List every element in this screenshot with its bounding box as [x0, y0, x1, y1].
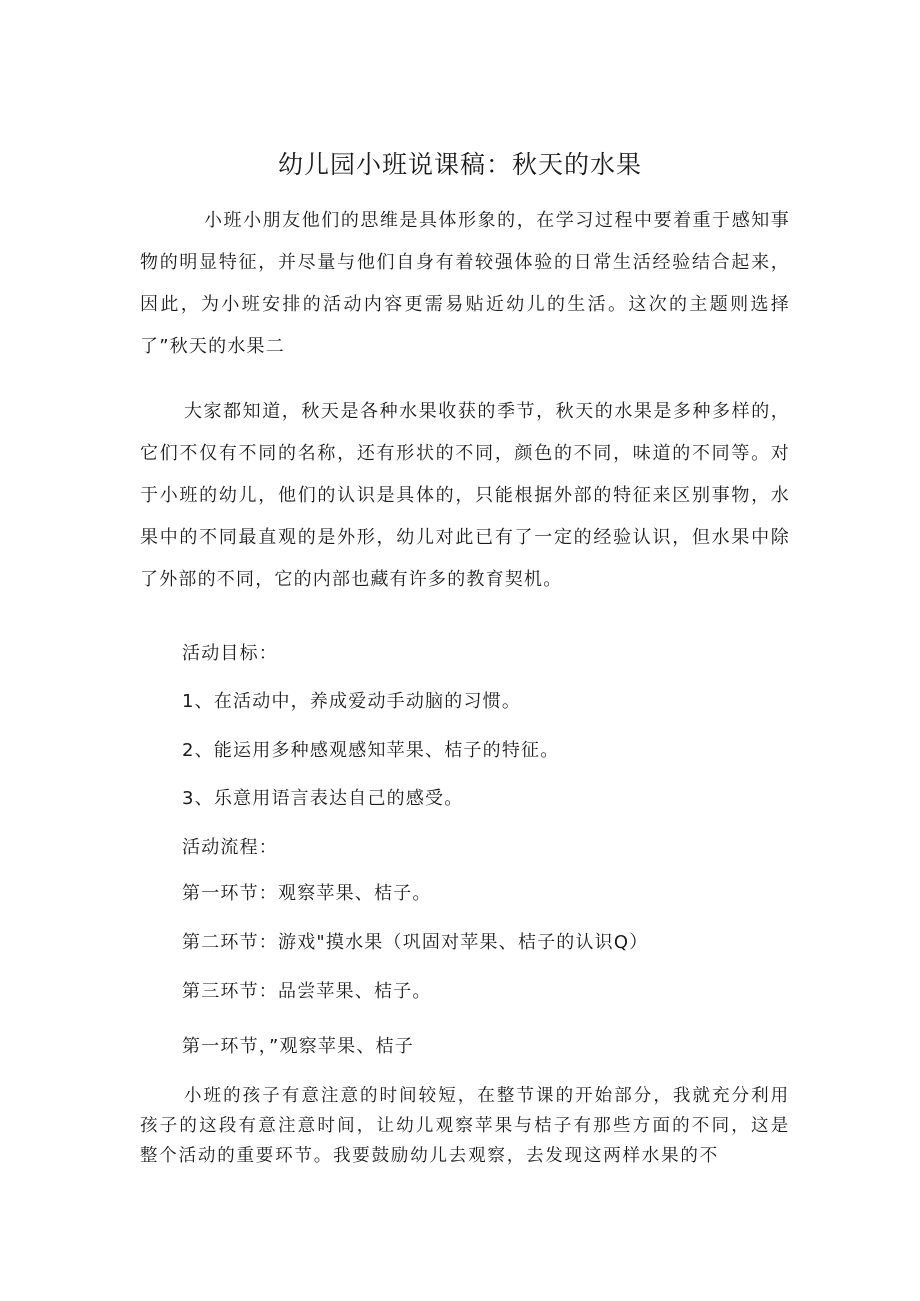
- process-step-3: 第三环节：品尝苹果、桔子。: [182, 981, 432, 1002]
- goal-item-2: 2、能运用多种感观感知苹果、桔子的特征。: [182, 740, 560, 761]
- intro-paragraph: 小班小朋友他们的思维是具体形象的，在学习过程中要着重于感知事物的明显特征，并尽量与他们自身有着较强体验的日常生活经验结合起来，因此，为小班安排的活动内容更需易贴近幼儿的生活。这次的主题则选择了”秋天的水果二: [140, 210, 790, 357]
- section-1-body: 小班的孩子有意注意的时间较短，在整节课的开始部分，我就充分利用孩子的这段有意注意时间，让幼儿观察苹果与桔子有那些方面的不同，这是整个活动的重要环节。我要鼓励幼儿去观察，去发现这两样水果的不: [140, 1086, 790, 1166]
- process-step-2: 第二环节：游戏"摸水果（巩固对苹果、桔子的认识Q）: [182, 932, 649, 953]
- process-step-1: 第一环节：观察苹果、桔子。: [182, 883, 432, 904]
- document-title: 幼儿园小班说课稿：秋天的水果: [277, 150, 642, 179]
- goals-heading: 活动目标：: [182, 643, 278, 664]
- process-heading: 活动流程：: [182, 837, 278, 858]
- goal-item-1: 1、在活动中，养成爱动手动脑的习惯。: [182, 691, 522, 712]
- goal-item-3: 3、乐意用语言表达自己的感受。: [182, 788, 464, 809]
- section-1-heading: 第一环节，”观察苹果、桔子: [182, 1036, 414, 1057]
- background-paragraph: 大家都知道，秋天是各种水果收获的季节，秋天的水果是多种多样的，它们不仅有不同的名称，还有形状的不同，颜色的不同，味道的不同等。对于小班的幼儿，他们的认识是具体的，只能根据外部的特征来区别事物，水果中的不同最直观的是外形，幼儿对此已有了一定的经验认识，但水果中除了外部的不同，它的内部也藏有许多的教育契机。: [140, 401, 790, 590]
